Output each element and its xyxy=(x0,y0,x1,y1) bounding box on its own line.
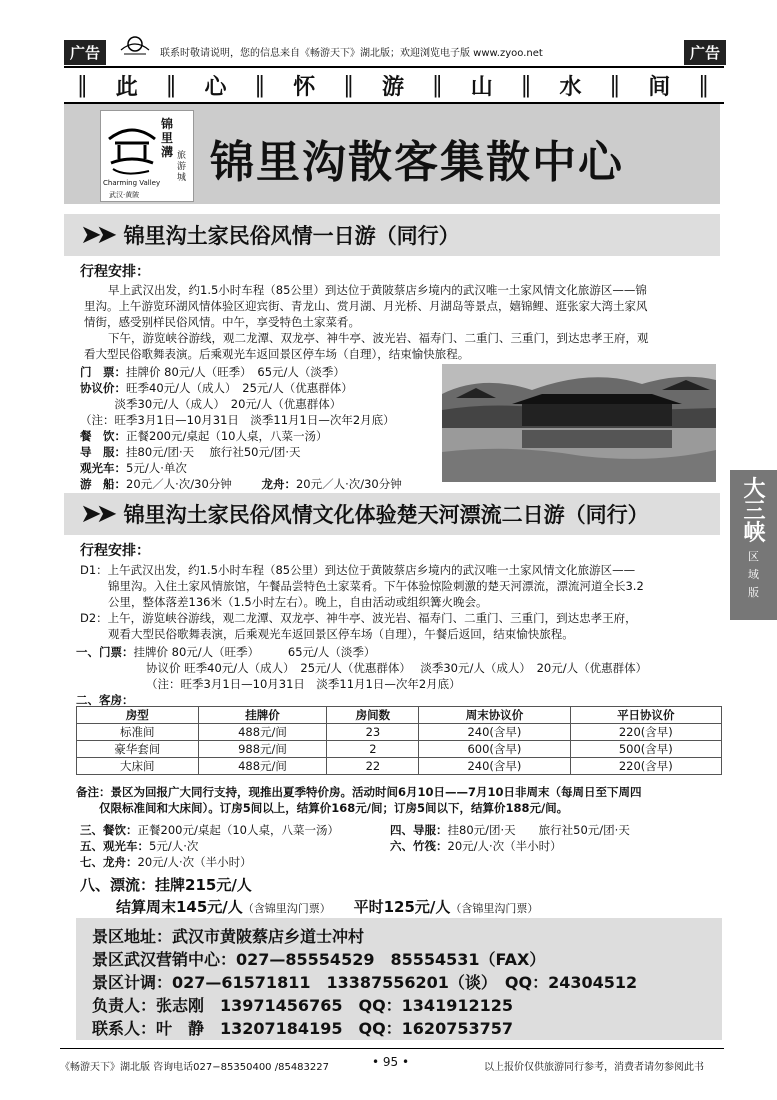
logo-char: 锦 xyxy=(161,117,174,131)
footer-right: 以上报价仅供旅游同行参考，消费者请勿参阅此书 xyxy=(484,1062,704,1073)
footer-divider xyxy=(60,1048,724,1049)
logo-char: 溝 xyxy=(161,145,174,159)
contact-person: 联系人：叶 静 13207184195 QQ：1620753757 xyxy=(92,1019,513,1038)
table-row: 标准间 488元/间 23 240(含早) 220(含早) xyxy=(77,724,722,741)
motto-char: 山 xyxy=(470,73,495,100)
page-number: • 95 • xyxy=(372,1055,410,1069)
logo-char: 游 xyxy=(177,162,187,172)
logo-char: 旅 xyxy=(177,151,187,161)
table-row: 大床间 488元/间 22 240(含早) 220(含早) xyxy=(77,758,722,775)
motto-char: 水 xyxy=(559,73,584,100)
logo-char: 里 xyxy=(161,131,174,145)
page-title: 锦里沟散客集散中心 xyxy=(210,137,624,188)
room-label: 二、客房： xyxy=(76,693,134,707)
drift-price-row: 八、漂流：挂牌215元/人 xyxy=(80,876,252,894)
price-row: 导 服：挂80元/团·天 旅行社50元/团·天 xyxy=(80,445,301,459)
price-row: 游 船：20元／人·次/30分钟 龙舟：20元／人·次/30分钟 xyxy=(80,477,402,491)
tour1-title: 锦里沟土家民俗风情一日游（同行） xyxy=(123,224,460,248)
contact-manager: 负责人：张志刚 13971456765 QQ：1341912125 xyxy=(92,996,513,1015)
contact-box xyxy=(76,918,722,1040)
tour2-tickets: 一、门票：挂牌价 80元/人（旺季） 65元/人（淡季） 协议价 旺季40元/人（成人） 25元/人（优惠群体） 淡季30元/人（成人） 20元/人（优惠群体） （注：旺季3月1日—10月31日 淡季11月1日—次年2月底） 二、客房： xyxy=(76,644,726,708)
tour2-services-left: 三、餐饮：正餐200元/桌起（10人桌，八菜一汤） 五、观光车：5元/人·次 七、龙舟：20元/人·次（半小时） xyxy=(80,823,339,869)
special-offer-note: 备注：景区为回报广大同行支持，现推出夏季特价房。活动时间6月10日——7月10日非周末（每周日至下周四 仅限标准间和大床间）。订房5间以上，结算价168元/间；订房5间以下，结算价188元/间。 xyxy=(76,785,642,815)
logo-char: 城 xyxy=(177,173,187,183)
motto-char: 间 xyxy=(648,73,673,100)
contact-marketing: 景区武汉营销中心：027—85554529 85554531（FAX） xyxy=(92,950,546,969)
price-row: 门 票：挂牌价 80元/人（旺季） 65元/人（淡季） xyxy=(80,365,345,379)
logo-english: Charming Valley xyxy=(103,179,161,187)
motto-char: 游 xyxy=(381,73,406,100)
pavilion-icon xyxy=(105,119,159,179)
magazine-logo xyxy=(118,34,152,58)
jinligou-logo xyxy=(100,110,194,202)
tour1-title-bar xyxy=(64,214,720,256)
tour2-day1: D1：上午武汉出发，约1.5小时车程（85公里）到达位于黄陂蔡店乡境内的武汉唯一土家风情文化旅游区—— 锦里沟。入住土家风情旅馆，午餐品尝特色土家菜肴。下午体验惊险刺激的楚天河漂流，漂流河道全长3.2 公里，整体落差136米（1.5小时左右）。晚上，自由活动或组织篝火晚会。 xyxy=(80,563,644,609)
motto-char: 怀 xyxy=(293,73,318,100)
price-row: 观光车：5元/人·单次 xyxy=(80,461,187,475)
motto-char: 心 xyxy=(204,73,229,100)
contact-planning: 景区计调：027—61571811 13387556201（谈） QQ：24304512 xyxy=(92,973,638,992)
tour2-title: 锦里沟土家民俗风情文化体验楚天河漂流二日游（同行） xyxy=(123,503,649,527)
header-note: 联系时敬请说明，您的信息来自《畅游天下》湖北版；欢迎浏览电子版 www.zyoo.net xyxy=(160,48,543,59)
motto-char: 此 xyxy=(115,73,140,100)
double-arrow-icon: ➤➤ xyxy=(80,499,112,529)
tour2-day2: D2：上午，游览峡谷游线，观二龙潭、双龙亭、神牛亭、波光岩、福寿门、二重门、三重门，到达忠孝王府， 观看大型民俗歌舞表演，后乘观光车返回景区停车场（自理），午餐后返回，结束愉快旅程。 xyxy=(80,611,637,641)
region-side-tab: 大三峡 区 域 版 xyxy=(730,470,777,620)
contact-address: 景区地址：武汉市黄陂蔡店乡道士冲村 xyxy=(92,927,365,946)
tour2-services-right: 四、导服：挂80元/团·天 旅行社50元/团·天 六、竹筏：20元/人·次（半小时） xyxy=(390,823,630,853)
tour1-morning: 早上武汉出发，约1.5小时车程（85公里）到达位于黄陂蔡店乡境内的武汉唯一土家风情文化旅游区——锦 里沟。上午游览环湖风情体验区迎宾街、青龙山、赏月湖、月光桥、月湖岛等景点，嬉锦鲤、逛张家大湾土家风 情街，感受别样民俗风情。中午，享受特色土家菜肴。 下午，游览峡谷游线，观二龙潭、双龙亭、神牛亭、波光岩、福寿门、二重门、三重门，到达忠孝王府，观 看大型民俗歌舞表演。后乘观光车返回景区停车场（自理），结束愉快旅程。 xyxy=(84,283,649,361)
price-row: （注：旺季3月1日—10月31日 淡季11月1日—次年2月底） xyxy=(80,413,395,427)
logo-subtitle: 武汉·黄陂 xyxy=(109,191,140,199)
table-row: 豪华套间 988元/间 2 600(含早) 500(含早) xyxy=(77,741,722,758)
price-row: 协议价：旺季40元/人（成人） 25元/人（优惠群体） xyxy=(80,381,353,395)
tour2-title-bar xyxy=(64,493,720,535)
side-tab-title: 大三峡 xyxy=(743,476,766,546)
tour1-prices xyxy=(80,364,440,492)
price-row: 淡季30元/人（成人） 20元/人（优惠群体） xyxy=(80,397,342,411)
double-arrow-icon: ➤➤ xyxy=(80,220,112,250)
ad-tag-right: 广告 xyxy=(684,40,726,65)
title-banner xyxy=(64,104,720,204)
ad-tag-left: 广告 xyxy=(64,40,106,65)
drift-settlement-row: 结算周末145元/人（含锦里沟门票） 平时125元/人（含锦里沟门票） xyxy=(116,898,539,916)
tour1-itinerary-label: 行程安排： xyxy=(80,264,150,280)
room-table xyxy=(76,706,722,775)
footer-left: 《畅游天下》湖北版 咨询电话027−85350400 /85483227 xyxy=(60,1062,329,1073)
tour2-itinerary-label: 行程安排： xyxy=(80,543,150,559)
price-row: 餐 饮：正餐200元/桌起（10人桌，八菜一汤） xyxy=(80,429,328,443)
motto-bar: ‖ 此 ‖ 心 ‖ 怀 ‖ 游 ‖ 山 ‖ 水 ‖ 间 ‖ xyxy=(64,66,724,104)
table-header-row: 房型 挂牌价 房间数 周末协议价 平日协议价 xyxy=(77,707,722,724)
scenic-photo xyxy=(442,364,716,482)
